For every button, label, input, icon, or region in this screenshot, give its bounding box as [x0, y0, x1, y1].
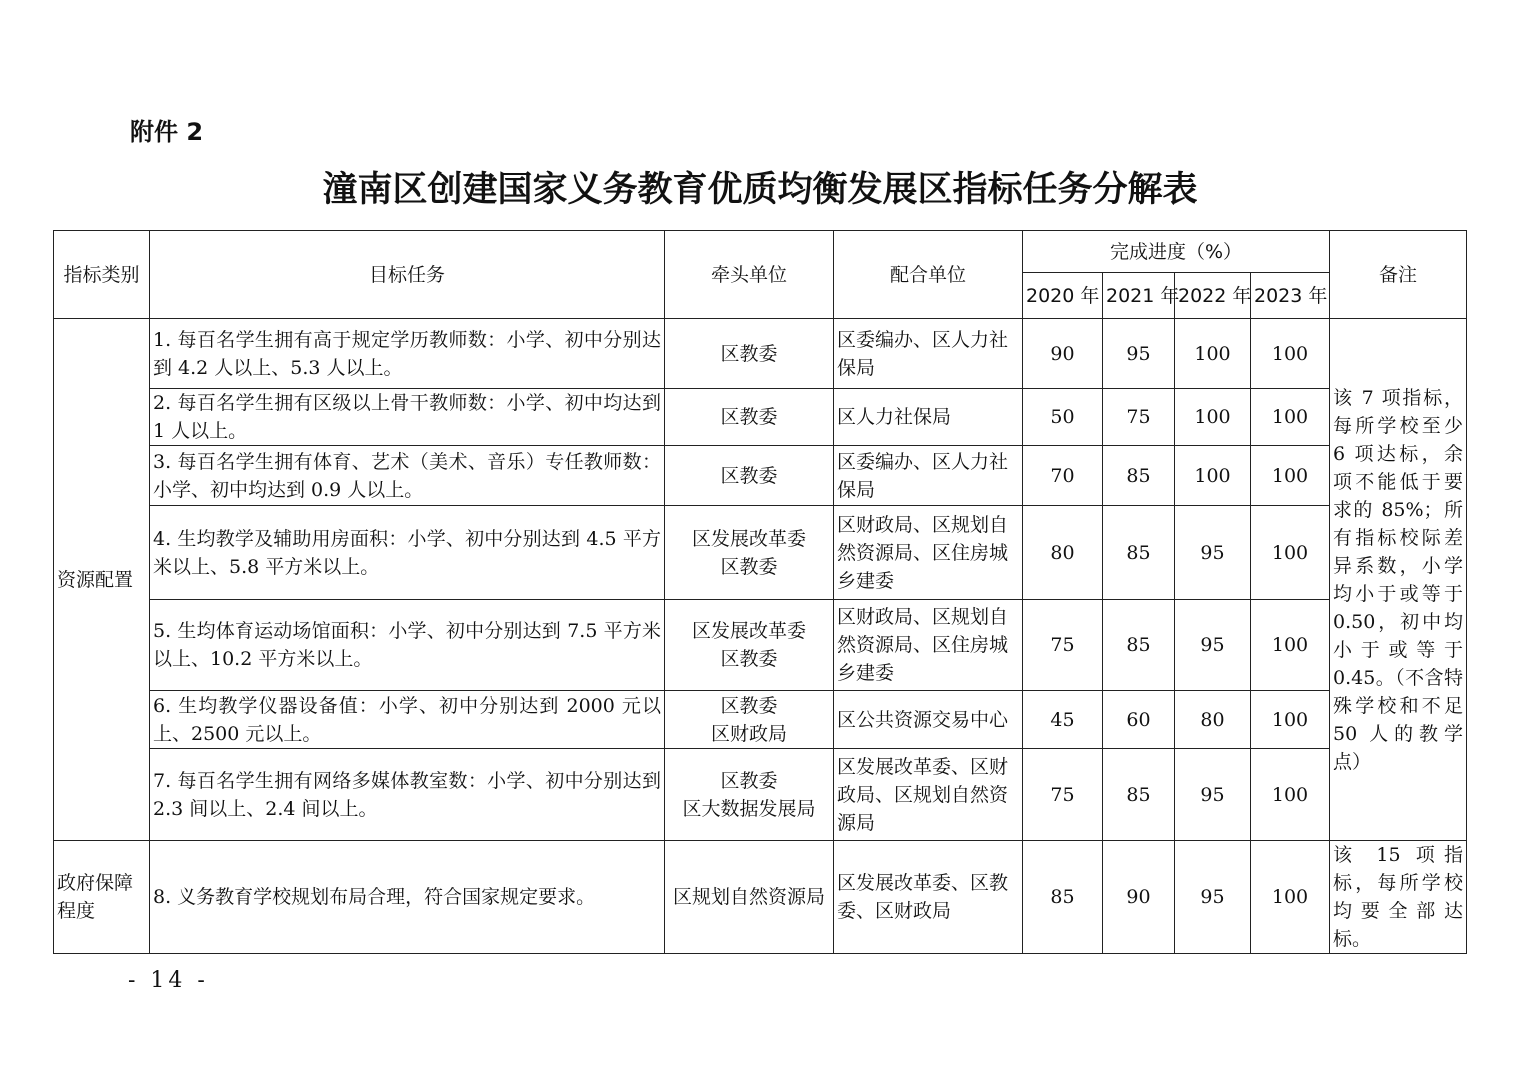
task-cell: 7. 每百名学生拥有网络多媒体教室数：小学、初中分别达到 2.3 间以上、2.4 间以上。: [150, 749, 665, 841]
lead-unit: 区教委: [720, 555, 778, 578]
table-row: [54, 389, 1467, 446]
progress-2023: 100: [1251, 446, 1330, 506]
document-title: 潼南区创建国家义务教育优质均衡发展区指标任务分解表: [322, 169, 1198, 210]
lead-unit-cell: [665, 691, 834, 749]
progress-2021: 85: [1103, 446, 1175, 506]
progress-2022: 80: [1175, 691, 1251, 749]
lead-unit: 区教委: [720, 694, 778, 717]
coop-unit-cell: 区委编办、区人力社保局: [834, 319, 1023, 389]
coop-unit-cell: 区人力社保局: [834, 389, 1023, 446]
category-cell: 资源配置: [54, 319, 150, 841]
task-cell: 8. 义务教育学校规划布局合理，符合国家规定要求。: [150, 841, 665, 954]
table-row: [54, 446, 1467, 506]
header-year-2021: 2021 年: [1103, 273, 1175, 319]
category-cell: 政府保障程度: [54, 841, 150, 954]
lead-unit-cell: [665, 389, 834, 446]
lead-unit-cell: [665, 446, 834, 506]
lead-unit-cell: [665, 600, 834, 691]
header-progress: 完成进度（%）: [1023, 231, 1330, 273]
lead-unit: 区教委: [720, 769, 778, 792]
lead-unit: 区大数据发展局: [682, 797, 816, 820]
lead-unit-cell: [665, 749, 834, 841]
progress-2022: 100: [1175, 446, 1251, 506]
task-cell: 1. 每百名学生拥有高于规定学历教师数：小学、初中分别达到 4.2 人以上、5.3 人以上。: [150, 319, 665, 389]
progress-2022: 95: [1175, 749, 1251, 841]
table-row: [54, 506, 1467, 600]
lead-unit-cell: [665, 506, 834, 600]
progress-2021: 75: [1103, 389, 1175, 446]
coop-unit-cell: 区发展改革委、区财政局、区规划自然资源局: [834, 749, 1023, 841]
table-row: [54, 749, 1467, 841]
progress-2022: 95: [1175, 506, 1251, 600]
header-task: 目标任务: [150, 231, 665, 319]
task-cell: 2. 每百名学生拥有区级以上骨干教师数：小学、初中均达到 1 人以上。: [150, 389, 665, 446]
task-cell: 3. 每百名学生拥有体育、艺术（美术、音乐）专任教师数：小学、初中均达到 0.9 人以上。: [150, 446, 665, 506]
progress-2020: 70: [1023, 446, 1103, 506]
lead-unit: 区教委: [720, 464, 778, 487]
note-cell: 该 15 项指标，每所学校均要全部达标。: [1330, 841, 1467, 954]
progress-2021: 60: [1103, 691, 1175, 749]
task-cell: 4. 生均教学及辅助用房面积：小学、初中分别达到 4.5 平方米以上、5.8 平方米以上。: [150, 506, 665, 600]
lead-unit: 区教委: [720, 648, 778, 670]
coop-unit-cell: 区财政局、区规划自然资源局、区住房城乡建委: [834, 600, 1023, 691]
progress-2020: 80: [1023, 506, 1103, 600]
lead-unit: 区发展改革委: [691, 620, 806, 642]
lead-unit-cell: [665, 319, 834, 389]
header-category: 指标类别: [54, 231, 150, 319]
lead-unit: 区教委: [720, 406, 778, 428]
header-note: 备注: [1330, 231, 1467, 319]
table-row: [54, 841, 1467, 954]
progress-2020: 75: [1023, 600, 1103, 691]
header-year-2023: 2023 年: [1251, 273, 1330, 319]
header-coop-unit: 配合单位: [834, 231, 1023, 319]
progress-2020: 85: [1023, 841, 1103, 954]
progress-2023: 100: [1251, 691, 1330, 749]
progress-2023: 100: [1251, 749, 1330, 841]
lead-unit: 区发展改革委: [691, 527, 806, 550]
coop-unit-cell: 区财政局、区规划自然资源局、区住房城乡建委: [834, 506, 1023, 600]
progress-2022: 95: [1175, 841, 1251, 954]
progress-2022: 100: [1175, 319, 1251, 389]
table-row: [54, 600, 1467, 691]
progress-2021: 85: [1103, 506, 1175, 600]
task-cell: 5. 生均体育运动场馆面积：小学、初中分别达到 7.5 平方米以上、10.2 平方米以上。: [150, 600, 665, 691]
lead-unit: 区财政局: [710, 722, 787, 745]
lead-unit: 区教委: [720, 342, 778, 365]
progress-2022: 95: [1175, 600, 1251, 691]
progress-2020: 75: [1023, 749, 1103, 841]
header-year-2020: 2020 年: [1023, 273, 1103, 319]
coop-unit-cell: 区公共资源交易中心: [834, 691, 1023, 749]
progress-2021: 85: [1103, 600, 1175, 691]
progress-2023: 100: [1251, 389, 1330, 446]
attachment-label: 附件 2: [130, 118, 204, 146]
task-breakdown-table: [53, 230, 1467, 954]
progress-2022: 100: [1175, 389, 1251, 446]
progress-2023: 100: [1251, 319, 1330, 389]
progress-2023: 100: [1251, 841, 1330, 954]
progress-2023: 100: [1251, 600, 1330, 691]
page-number: - 14 -: [128, 968, 209, 993]
progress-2020: 45: [1023, 691, 1103, 749]
header-year-2022: 2022 年: [1175, 273, 1251, 319]
task-cell: 6. 生均教学仪器设备值：小学、初中分别达到 2000 元以上、2500 元以上。: [150, 691, 665, 749]
table-row: [54, 319, 1467, 389]
lead-unit-cell: [665, 841, 834, 954]
lead-unit: 区规划自然资源局: [672, 886, 825, 908]
header-lead-unit: 牵头单位: [665, 231, 834, 319]
progress-2021: 95: [1103, 319, 1175, 389]
table-row: [54, 691, 1467, 749]
progress-2021: 90: [1103, 841, 1175, 954]
progress-2020: 50: [1023, 389, 1103, 446]
note-cell: 该 7 项指标，每所学校至少 6 项达标，余项不能低于要求的 85%；所有指标校际差异系数，小学均小于或等于 0.50，初中均小于或等于 0.45。（不含特殊学校和不足 50 人的教学点）: [1330, 319, 1467, 841]
coop-unit-cell: 区发展改革委、区教委、区财政局: [834, 841, 1023, 954]
coop-unit-cell: 区委编办、区人力社保局: [834, 446, 1023, 506]
progress-2020: 90: [1023, 319, 1103, 389]
progress-2023: 100: [1251, 506, 1330, 600]
progress-2021: 85: [1103, 749, 1175, 841]
